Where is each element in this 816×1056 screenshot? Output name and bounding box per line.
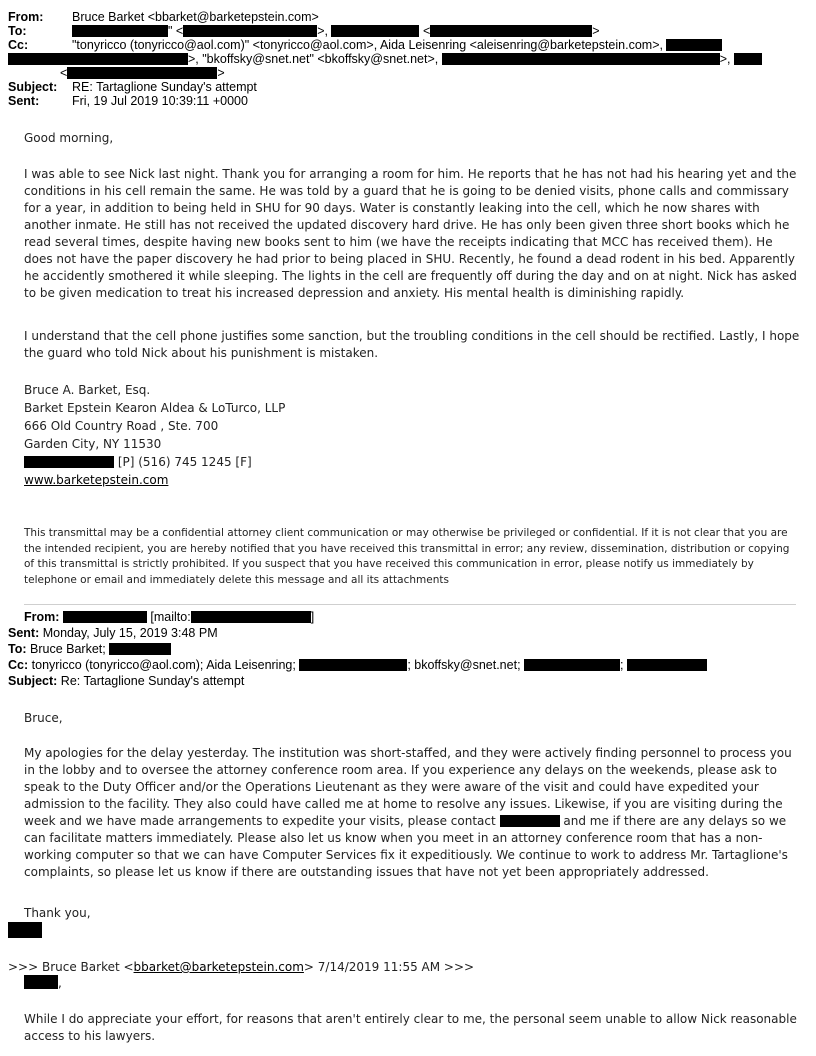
cc-line1: "tonyricco (tonyricco@aol.com)" <tonyricco@aol.com>, Aida Leisenring <aleisenring@barketepstein.com>, xyxy=(72,38,663,52)
header-subject-row xyxy=(8,80,257,94)
quoted-header: >>> Bruce Barket <bbarket@barketepstein.com> 7/14/2019 11:55 AM >>> xyxy=(8,960,475,974)
signature-phone-line: [P] (516) 745 1245 [F] xyxy=(24,453,800,471)
redaction-block xyxy=(63,611,147,623)
redaction-block xyxy=(524,659,620,671)
cc-line2a: >, "bkoffsky@snet.net" <bkoffsky@snet.net>, xyxy=(188,52,439,66)
disclaimer-text: This transmittal may be a confidential attorney client communication or may otherwise be privileged or confidential. If it is not clear that you are the intended recipient, you are hereby notified that you have received this transmittal in error; any review, dissemination, distribution or copying of this transmittal is strictly prohibited. If you suspect that you have received this communication in error, please notify us immediately by telephone or email and immediately delete this message and all its attachments xyxy=(24,527,790,586)
redaction-block xyxy=(666,39,722,51)
subject-label: Subject: xyxy=(8,80,58,94)
fwd-sent-row: Sent: Monday, July 15, 2019 3:48 PM xyxy=(8,626,218,640)
fwd-sent-label: Sent: xyxy=(8,626,40,640)
header-from-row xyxy=(8,10,319,24)
header-cc-row-2: >, "bkoffsky@snet.net" <bkoffsky@snet.net>, >, xyxy=(8,52,762,66)
header-cc-row-3: < > xyxy=(60,66,225,80)
fwd-to-row: To: Bruce Barket; xyxy=(8,641,171,657)
fwd-subject-row: Subject: Re: Tartaglione Sunday's attempt xyxy=(8,674,245,688)
to-label: To: xyxy=(8,24,27,38)
email2-greeting: Bruce, xyxy=(24,711,63,725)
sent-value: Fri, 19 Jul 2019 10:39:11 +0000 xyxy=(72,94,248,108)
redaction-block xyxy=(734,53,762,65)
redaction-block xyxy=(442,53,720,65)
redaction-block xyxy=(8,53,188,65)
redaction-block xyxy=(627,659,707,671)
email1-paragraph2: I understand that the cell phone justifies some sanction, but the troubling conditions in the cell should be rectified. Lastly, I hope the guard who told Nick about his punishment is mistaken. xyxy=(24,329,800,360)
sent-label: Sent: xyxy=(8,94,40,108)
email2-closing: Thank you, xyxy=(24,906,91,920)
from-label: From: xyxy=(8,10,44,24)
redaction-block xyxy=(67,67,217,79)
fwd-from-label: From: xyxy=(24,610,60,624)
fwd-from-row: From: [mailto: ] xyxy=(24,610,315,624)
redaction-block xyxy=(191,611,311,623)
signature-name: Bruce A. Barket, Esq. xyxy=(24,383,151,397)
redaction-block xyxy=(299,659,407,671)
redaction-block xyxy=(500,815,560,827)
signature-firm: Barket Epstein Kearon Aldea & LoTurco, LLP xyxy=(24,401,286,415)
quoted-paragraph: While I do appreciate your effort, for reasons that aren't entirely clear to me, the personal seem unable to allow Nick reasonable access to his lawyers. xyxy=(24,1012,797,1043)
email2-paragraph: My apologies for the delay yesterday. The institution was short-staffed, and they were actively finding personnel to process you in the lobby and to oversee the attorney conference room area. If you experience any delays on the weekends, please ask to speak to the Duty Officer and/or the Operations Lieutenant as they were aware of the visit and could have expedited your admission to the facility. They also could have called me at home to resolve any issues. Likewise, if you are visiting during the week and we have made arrangements to expedite your visits, please contact and me if there are any delays so we can facilitate matters immediately. Please also let us know when you meet in an attorney conference room that has a non-working computer so that we can have Computer Services fix it expeditiously. We continue to work to address Mr. Tartaglione's complaints, so please let us know if there are outstanding issues that have not yet been appropriately addressed. xyxy=(24,746,792,879)
redaction-block xyxy=(430,25,592,37)
quoted-greeting: , xyxy=(24,975,800,992)
email1-greeting: Good morning, xyxy=(24,131,114,145)
cc-label: Cc: xyxy=(8,38,29,52)
divider-line xyxy=(24,604,796,605)
redaction-block xyxy=(72,25,168,37)
from-value: Bruce Barket <bbarket@barketepstein.com> xyxy=(72,10,319,24)
signature-address1: 666 Old Country Road , Ste. 700 xyxy=(24,419,219,433)
header-to-row: To: " < >, < > xyxy=(8,24,600,38)
fwd-cc-label: Cc: xyxy=(8,658,29,672)
header-sent-row xyxy=(8,94,248,108)
redaction-block xyxy=(331,25,419,37)
redaction-block xyxy=(24,975,58,989)
subject-value: RE: Tartaglione Sunday's attempt xyxy=(72,80,257,94)
fwd-cc-row: Cc: tonyricco (tonyricco@aol.com); Aida Leisenring; ; bkoffsky@snet.net; ; xyxy=(8,657,707,673)
email1-paragraph1: I was able to see Nick last night. Thank you for arranging a room for him. He reports that he has not had his hearing yet and the conditions in his cell remain the same. He was told by a guard that he is going to be denied visits, phone calls and commissary for a year, in addition to being held in SHU for 90 days. Water is constantly leaking into the cell, which he now shares with another inmate. He still has not received the updated discovery hard drive. He has only been given three short books which he read several times, despite having new books sent to him (we have the receipts indicating that MCC has received them). He does not have the paper discovery he had prior to being placed in SHU. Recently, he found a dead rodent in his bed. Apparently he accidently smothered it while sleeping. The lights in the cell are frequently off during the day and on at night. Nick has asked to be given medication to treat his increased depression and anxiety. His mental health is diminishing rapidly. xyxy=(24,167,797,300)
redaction-block xyxy=(109,643,171,655)
fwd-subject-label: Subject: xyxy=(8,674,58,688)
redaction-block xyxy=(183,25,317,37)
website-link[interactable]: www.barketepstein.com xyxy=(24,473,169,487)
redaction-block xyxy=(8,922,42,938)
signature-address2: Garden City, NY 11530 xyxy=(24,437,162,451)
fwd-to-label: To: xyxy=(8,642,27,656)
quoted-email-link[interactable]: bbarket@barketepstein.com xyxy=(133,960,304,974)
signature-block xyxy=(24,381,800,489)
redaction-block xyxy=(24,456,114,468)
header-cc-row xyxy=(8,38,722,52)
